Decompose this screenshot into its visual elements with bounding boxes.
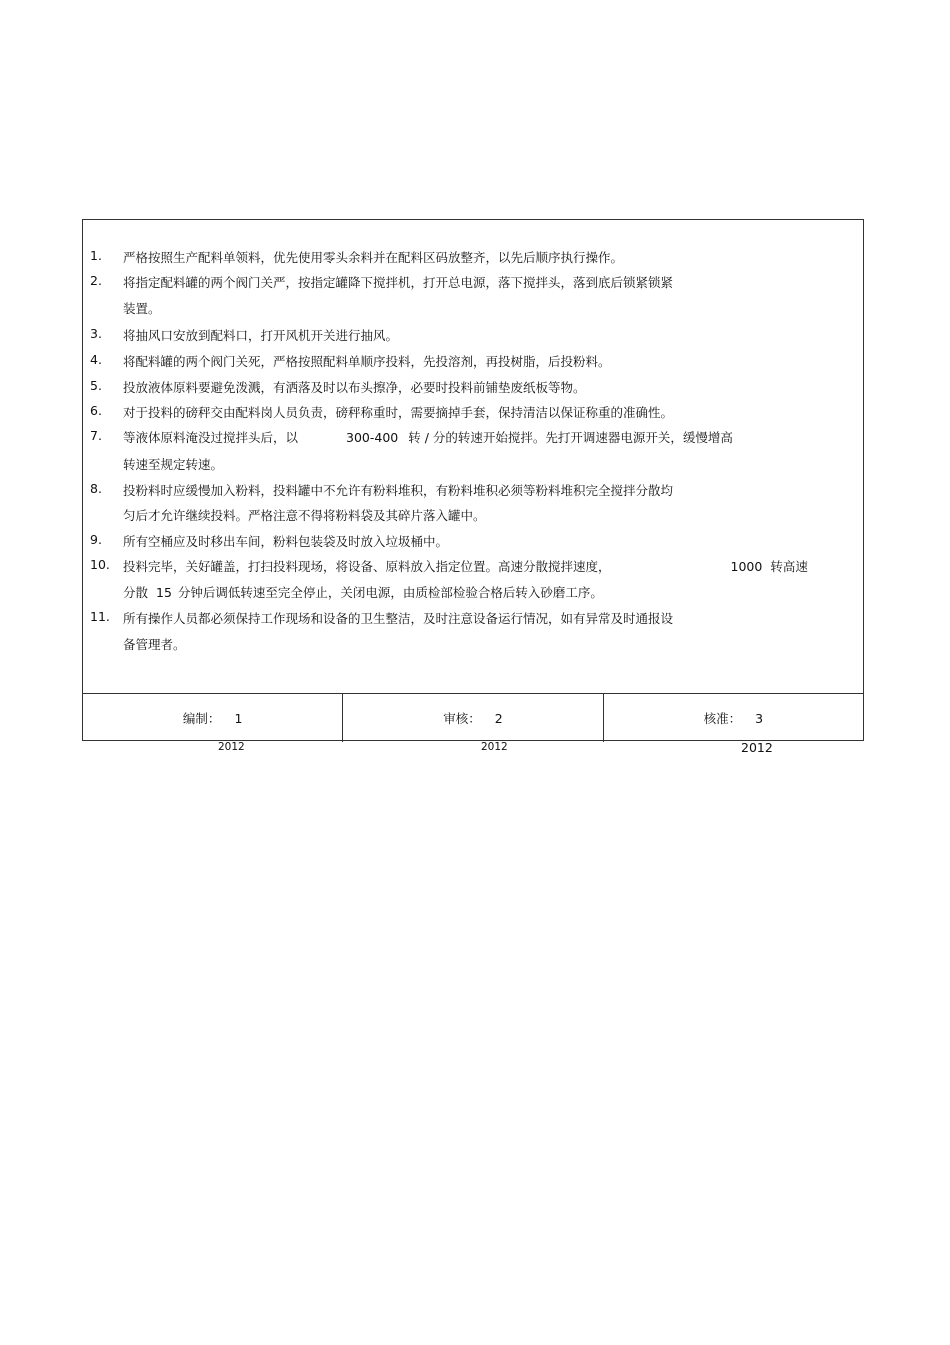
step-text: 将指定配料罐的两个阀门关严，按指定罐降下搅拌机，打开总电源，落下搅拌头，落到底后锁紧锁紧 xyxy=(123,275,674,290)
step-text-part: 转高速 xyxy=(770,559,808,574)
step-number: 1. xyxy=(90,248,102,263)
step-text: 所有空桶应及时移出车间，粉料包装袋及时放入垃圾桶中。 xyxy=(123,534,449,549)
step-number: 11. xyxy=(90,609,110,624)
step-text-cont: 转速至规定转速。 xyxy=(123,457,224,472)
dispersion-minutes: 15 xyxy=(156,585,172,600)
step-text: 投粉料时应缓慢加入粉料，投料罐中不允许有粉料堆积，有粉料堆积必须等粉料堆积完全搅拌分散均 xyxy=(123,483,674,498)
step-text: 将抽风口安放到配料口，打开风机开关进行抽风。 xyxy=(123,328,399,343)
step-text-cont: 备管理者。 xyxy=(123,637,186,652)
step-number: 2. xyxy=(90,273,102,288)
approved-by-value: 3 xyxy=(755,710,764,726)
dispersion-speed: 1000 xyxy=(730,559,763,574)
step-number: 4. xyxy=(90,352,102,367)
step-number: 6. xyxy=(90,403,102,418)
step-text: 将配料罐的两个阀门关死，严格按照配料单顺序投料，先投溶剂，再投树脂，后投粉料。 xyxy=(123,354,611,369)
step-number: 3. xyxy=(90,326,102,341)
procedure-table xyxy=(82,219,864,741)
step-text-part: 分散 xyxy=(123,585,149,600)
step-text-part: 等液体原料淹没过搅拌头后，以 xyxy=(123,430,299,445)
step-text: 严格按照生产配料单领料，优先使用零头余料并在配料区码放整齐，以先后顺序执行操作。 xyxy=(123,250,624,265)
approved-by-label: 核准： xyxy=(703,711,742,726)
reviewed-by-label: 审核： xyxy=(443,711,481,726)
prepared-by-cell xyxy=(83,694,343,742)
step-text-cont xyxy=(123,583,603,601)
step-number: 9. xyxy=(90,532,102,547)
rotation-speed: 300-400 xyxy=(346,430,399,445)
approved-by-cell xyxy=(604,694,863,742)
step-number: 10. xyxy=(90,557,110,572)
step-text: 所有操作人员都必须保持工作现场和设备的卫生整洁，及时注意设备运行情况，如有异常及时通报设 xyxy=(123,611,674,626)
step-text-part: 投料完毕，关好罐盖，打扫投料现场，将设备、原料放入指定位置。高速分散搅拌速度， xyxy=(123,559,611,574)
reviewed-by-value: 2 xyxy=(494,710,503,726)
prepared-year: 2012 xyxy=(218,741,245,753)
step-text-part: 转 / 分的转速开始搅拌。先打开调速器电源开关，缓慢增高 xyxy=(408,430,733,445)
prepared-by-value: 1 xyxy=(234,710,243,726)
step-number: 7. xyxy=(90,428,102,443)
step-number: 8. xyxy=(90,481,102,496)
approved-year: 2012 xyxy=(741,740,773,755)
step-text-cont: 装置。 xyxy=(123,301,161,316)
signature-row xyxy=(83,693,863,742)
step-text: 对于投料的磅秤交由配料岗人员负责，磅秤称重时，需要摘掉手套，保持清洁以保证称重的准确性。 xyxy=(123,405,674,420)
step-text-part: 分钟后调低转速至完全停止，关闭电源，由质检部检验合格后转入砂磨工序。 xyxy=(177,585,603,600)
step-text-cont: 匀后才允许继续投料。严格注意不得将粉料袋及其碎片落入罐中。 xyxy=(123,508,486,523)
step-text: 投放液体原料要避免泼溅，有洒落及时以布头擦净，必要时投料前铺垫废纸板等物。 xyxy=(123,380,586,395)
prepared-by-label: 编制： xyxy=(182,711,221,726)
reviewed-by-cell xyxy=(343,694,603,742)
reviewed-year: 2012 xyxy=(481,741,508,753)
step-text xyxy=(123,428,733,446)
step-text xyxy=(123,557,808,575)
step-number: 5. xyxy=(90,378,102,393)
